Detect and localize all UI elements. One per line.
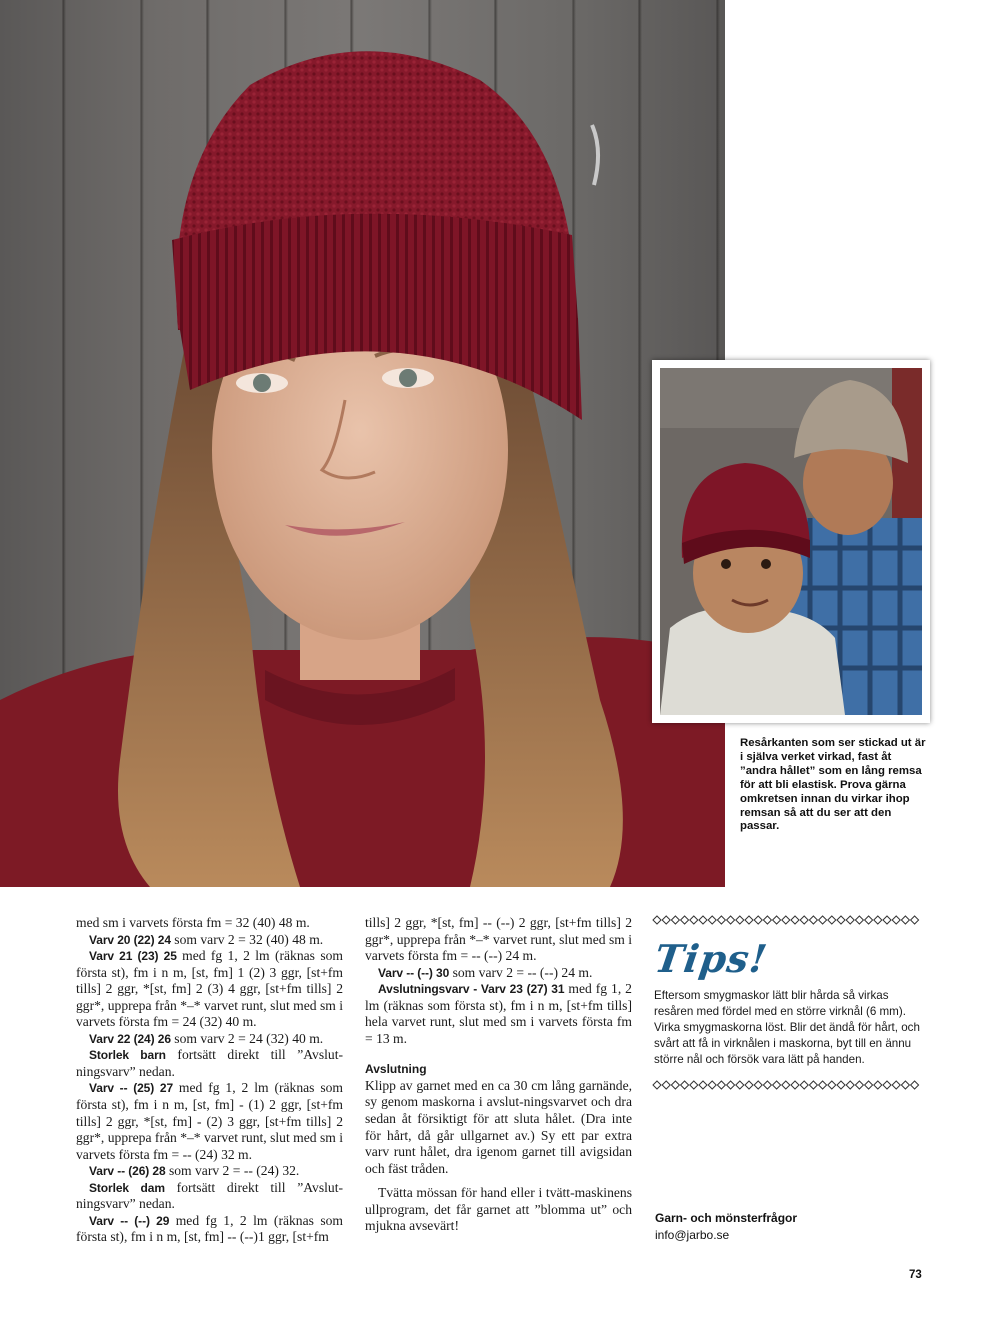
divider-diamond [865, 916, 873, 924]
paragraph: med sm i varvets första fm = 32 (40) 48 m. [76, 915, 310, 930]
body-column-1 [76, 915, 343, 1246]
paragraph: Varv 20 (22) 24 som varv 2 = 32 (40) 48 m. [89, 931, 324, 947]
photo-caption: Resårkanten som ser stickad ut är i själva verket virkad, fast åt ”andra hållet” som en lång remsa för att bli elastisk. Prova gärna omkretsen innan du virkar ihop remsan så att du ser att den passar. [740, 737, 926, 833]
divider-diamond [782, 1081, 790, 1089]
divider-diamond [855, 916, 863, 924]
paragraph: Varv -- (25) 27 med fg 1, 2 lm (räknas som första st), fm i n m, [st, fm] - (1) 2 ggr, [st+fm tills] 2 ggr, *[st, fm] - (2) 3 ggr, [st+fm tills] 2 ggr*, upprepa från *–* varvet runt, slut med sm i varvets första fm = -- (24) 32 m. [76, 1080, 344, 1162]
divider-diamond [681, 916, 689, 924]
divider-diamond [901, 916, 909, 924]
hero-photo [0, 0, 725, 887]
divider-diamond [690, 916, 698, 924]
contact-title: Garn- och mönsterfrågor [655, 1211, 798, 1225]
page-number: 73 [909, 1269, 922, 1281]
divider-diamond [892, 916, 900, 924]
inset-illustration [660, 368, 922, 715]
body-column-2 [365, 915, 632, 1235]
divider-diamond [874, 916, 882, 924]
divider-diamond [800, 916, 808, 924]
divider-diamond [671, 916, 679, 924]
divider-diamond [653, 1081, 661, 1089]
divider-diamond [727, 916, 735, 924]
divider-diamond [717, 916, 725, 924]
divider-diamond [846, 916, 854, 924]
divider-diamond [828, 1081, 836, 1089]
divider-diamond [819, 1081, 827, 1089]
paragraph: Klipp av garnet med en ca 30 cm lång garnände, sy genom maskorna i avslut-ningsvarvet och dra sedan åt försiktigt för att sluta hålet. (Dra inte för hårt, då går ullgarnet av.) Sy ett par extra varv runt hålet, dra igenom garnet till avigsidan och fäst tråden. [365, 1077, 632, 1176]
paragraph: tills] 2 ggr, *[st, fm] -- (--) 2 ggr, [st+fm tills] 2 ggr*, upprepa från *–* varvet runt, slut med sm i varvets första fm = -- (--) 24 m. [365, 915, 632, 964]
inset-photo [660, 368, 922, 715]
divider-diamond [791, 916, 799, 924]
section-heading: Avslutning [365, 1062, 427, 1077]
divider-diamond [708, 1081, 716, 1089]
paragraph: Varv -- (--) 30 som varv 2 = -- (--) 24 m. [378, 964, 593, 980]
divider-diamond [809, 1081, 817, 1089]
divider-diamond [736, 916, 744, 924]
paragraph: Varv 21 (23) 25 med fg 1, 2 lm (räknas som första st), fm i n m, [st, fm] 1 (2) 3 ggr, [st+fm tills] 2 ggr, *[st, fm] 2 (3) 4 ggr, [st+fm tills] 2 ggr*, upprepa från *–* varvet runt, slut med sm i varvets första fm = 24 (32) 40 m. [76, 948, 343, 1030]
divider-diamond [736, 1081, 744, 1089]
divider-diamond [828, 916, 836, 924]
hero-illustration [0, 0, 725, 887]
divider-diamond [681, 1081, 689, 1089]
divider-diamond [892, 1081, 900, 1089]
divider-diamond [708, 916, 716, 924]
tips-title: Tips! [651, 936, 771, 981]
divider-bottom [652, 1080, 922, 1090]
paragraph: Tvätta mössan för hand eller i tvätt-maskinens ullprogram, det får garnet att ”blomma ut” och mjukna avsevärt! [365, 1185, 632, 1234]
divider-diamond [727, 1081, 735, 1089]
paragraph: Storlek barn fortsätt direkt till ”Avslut-ningsvarv” nedan. [76, 1047, 344, 1079]
paragraph: Varv 22 (24) 26 som varv 2 = 24 (32) 40 m. [89, 1030, 324, 1046]
divider-diamond [809, 916, 817, 924]
divider-diamond [754, 1081, 762, 1089]
tips-text: Eftersom smygmaskor lätt blir hårda så virkas resåren med fördel med en större virknål (6 mm). Virka smygmaskorna löst. Blir det ändå för hårt, och svårt att få in virknålen i maskorna, byt till en ännu större nål och försök vara lätt på handen. [654, 989, 920, 1067]
divider-diamond [754, 916, 762, 924]
contact-email: info@jarbo.se [655, 1228, 730, 1242]
divider-diamond [883, 916, 891, 924]
divider-diamond [911, 1081, 919, 1089]
divider-diamond [782, 916, 790, 924]
divider-diamond [791, 1081, 799, 1089]
paragraph: Varv -- (--) 29 med fg 1, 2 lm (räknas som första st), fm i n m, [st, fm] -- (--)1 ggr, [st+fm [76, 1212, 344, 1245]
divider-top [652, 915, 922, 925]
divider-diamond [837, 916, 845, 924]
divider-diamond [690, 1081, 698, 1089]
divider-diamond [901, 1081, 909, 1089]
divider-diamond [717, 1081, 725, 1089]
paragraph: Storlek dam fortsätt direkt till ”Avslut-ningsvarv” nedan. [76, 1179, 344, 1212]
divider-diamond [846, 1081, 854, 1089]
divider-diamond [837, 1081, 845, 1089]
divider-diamond [883, 1081, 891, 1089]
inset-photo-frame [652, 360, 930, 723]
divider-diamond [662, 916, 670, 924]
divider-diamond [653, 916, 661, 924]
divider-diamond [773, 916, 781, 924]
divider-diamond [865, 1081, 873, 1089]
paragraph: Avslutningsvarv - Varv 23 (27) 31 med fg 1, 2 lm (räknas som första st), fm i n m, [st+fm tills] hela varvet runt, slut med sm i varvets första fm = 13 m. [365, 981, 632, 1046]
divider-diamond [662, 1081, 670, 1089]
divider-diamond [699, 1081, 707, 1089]
divider-diamond [763, 1081, 771, 1089]
divider-diamond [800, 1081, 808, 1089]
divider-diamond [911, 916, 919, 924]
divider-diamond [874, 1081, 882, 1089]
divider-diamond [819, 916, 827, 924]
divider-diamond [671, 1081, 679, 1089]
divider-diamond [763, 916, 771, 924]
divider-diamond [745, 1081, 753, 1089]
divider-diamond [773, 1081, 781, 1089]
divider-diamond [699, 916, 707, 924]
divider-diamond [855, 1081, 863, 1089]
paragraph: Varv -- (26) 28 som varv 2 = -- (24) 32. [89, 1163, 300, 1179]
divider-diamond [745, 916, 753, 924]
